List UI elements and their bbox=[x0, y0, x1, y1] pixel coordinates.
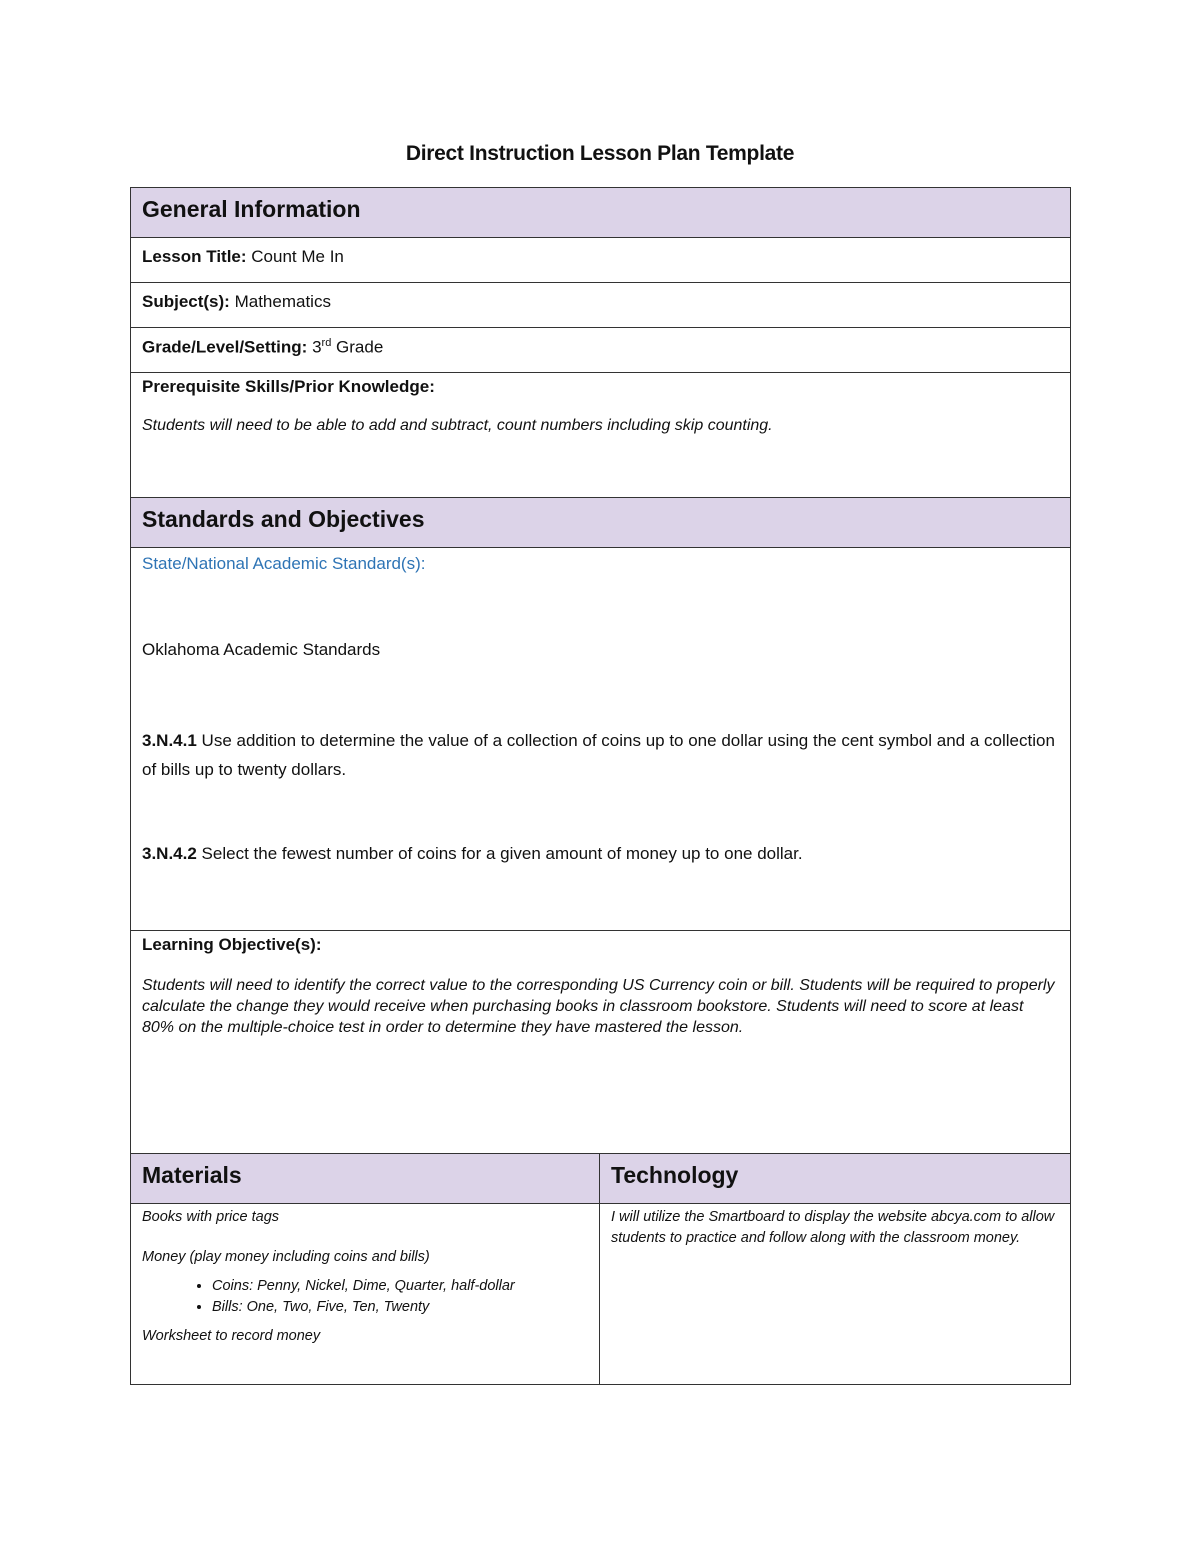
grade-number: 3 bbox=[312, 337, 322, 357]
materials-item-money: Money (play money including coins and bills) bbox=[142, 1249, 430, 1265]
grade-row bbox=[131, 328, 1071, 373]
standards-name: Oklahoma Academic Standards bbox=[142, 640, 381, 659]
materials-item-books: Books with price tags bbox=[142, 1209, 280, 1225]
standard-item-2 bbox=[142, 844, 1059, 864]
materials-item-worksheet: Worksheet to record money bbox=[142, 1328, 321, 1344]
learning-objectives-row bbox=[131, 931, 1071, 1154]
materials-cell bbox=[131, 1204, 600, 1385]
lesson-plan-table bbox=[130, 187, 1071, 1385]
standard-code-1: 3.N.4.1 bbox=[142, 731, 197, 750]
money-bullet-list bbox=[142, 1276, 588, 1318]
standards-objectives-header: Standards and Objectives bbox=[131, 498, 1071, 548]
technology-cell bbox=[600, 1204, 1071, 1385]
standard-item-1 bbox=[142, 726, 1059, 784]
learning-objectives-label: Learning Objective(s): bbox=[142, 935, 322, 954]
grade-label: Grade/Level/Setting: bbox=[142, 337, 308, 357]
subject-label: Subject(s): bbox=[142, 292, 230, 311]
lesson-title-row bbox=[131, 238, 1071, 283]
subject-value: Mathematics bbox=[234, 292, 331, 311]
materials-header: Materials bbox=[131, 1154, 600, 1204]
grade-suffix: rd bbox=[321, 337, 332, 349]
grade-word: Grade bbox=[336, 337, 384, 357]
lesson-title-label: Lesson Title: bbox=[142, 247, 247, 266]
subject-row bbox=[131, 283, 1071, 328]
prerequisite-text: Students will need to be able to add and subtract, count numbers including skip counting. bbox=[142, 417, 773, 434]
lesson-title-value: Count Me In bbox=[251, 247, 344, 266]
general-information-header: General Information bbox=[131, 188, 1071, 238]
prerequisite-row bbox=[131, 373, 1071, 498]
standards-row bbox=[131, 548, 1071, 931]
learning-objectives-text: Students will need to identify the correct value to the corresponding US Currency coin or bill. Students will be required to properly calculate the change they would receive when purchasing books in classroom bookstore. Students will need to score at least 80% on the multiple-choice test in order to determine they have mastered the lesson. bbox=[142, 977, 1055, 1036]
standard-text-2: Select the fewest number of coins for a given amount of money up to one dollar. bbox=[201, 844, 803, 863]
prerequisite-label: Prerequisite Skills/Prior Knowledge: bbox=[142, 377, 435, 396]
technology-header: Technology bbox=[600, 1154, 1071, 1204]
technology-text: I will utilize the Smartboard to display the website abcya.com to allow students to practice and follow along with the classroom money. bbox=[611, 1209, 1055, 1246]
document-title: Direct Instruction Lesson Plan Template bbox=[405, 142, 795, 165]
bullet-bills: • Bills: One, Two, Five, Ten, Twenty bbox=[212, 1297, 588, 1318]
standard-code-2: 3.N.4.2 bbox=[142, 844, 197, 863]
bullet-coins: • Coins: Penny, Nickel, Dime, Quarter, half-dollar bbox=[212, 1276, 588, 1297]
standard-text-1: Use addition to determine the value of a collection of coins up to one dollar using the cent symbol and a collection of bills up to twenty dollars. bbox=[142, 731, 1055, 779]
academic-standards-label: State/National Academic Standard(s): bbox=[142, 554, 426, 573]
